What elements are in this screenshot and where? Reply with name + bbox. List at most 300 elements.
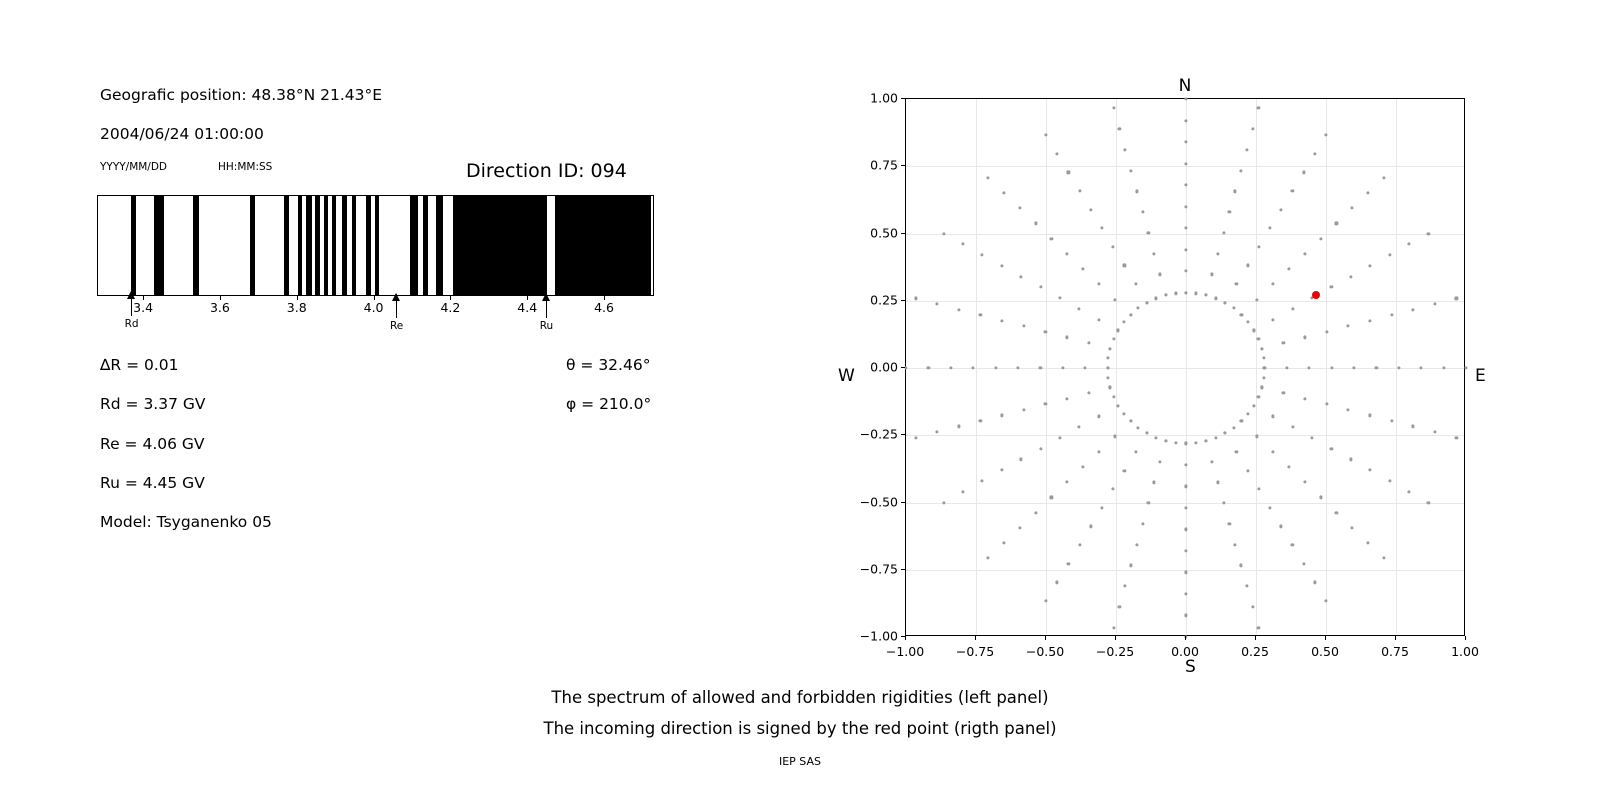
- direction-id-label: Direction ID: 094: [466, 160, 627, 182]
- direction-dot: [981, 253, 984, 256]
- direction-dot: [1302, 562, 1305, 565]
- gridline-horizontal: [906, 301, 1464, 302]
- direction-dot: [942, 232, 945, 235]
- direction-dot: [1117, 329, 1120, 332]
- direction-dot: [1427, 232, 1430, 235]
- direction-dot: [1263, 366, 1266, 369]
- direction-dot: [927, 366, 930, 369]
- direction-dot: [986, 557, 989, 560]
- direction-dot: [1039, 447, 1042, 450]
- footer-label: IEP SAS: [778, 755, 822, 768]
- direction-dot: [1303, 481, 1306, 484]
- y-axis-tick: [901, 300, 905, 301]
- direction-dot: [1184, 614, 1187, 617]
- direction-dot: [1303, 336, 1306, 339]
- incoming-direction-point[interactable]: [1312, 291, 1320, 299]
- direction-dot: [1002, 541, 1005, 544]
- direction-dot: [1272, 283, 1275, 286]
- forbidden-band: [352, 196, 357, 295]
- direction-dot: [1184, 592, 1187, 595]
- direction-dot: [1084, 366, 1087, 369]
- forbidden-band: [131, 196, 137, 295]
- direction-dot: [1122, 412, 1125, 415]
- direction-dot: [1184, 119, 1187, 122]
- direction-dot: [1369, 264, 1372, 267]
- direction-dot: [1455, 436, 1458, 439]
- direction-dot: [1257, 395, 1260, 398]
- direction-dot: [1184, 248, 1187, 251]
- direction-dot: [1228, 522, 1231, 525]
- direction-dot: [1375, 366, 1378, 369]
- forbidden-band: [324, 196, 328, 295]
- x-axis-tick-label: 0.00: [1171, 644, 1199, 659]
- direction-dot: [1184, 485, 1187, 488]
- direction-dot: [1303, 397, 1306, 400]
- direction-dot: [1022, 408, 1025, 411]
- direction-dot: [1352, 366, 1355, 369]
- direction-dot: [1135, 190, 1138, 193]
- direction-dot: [1268, 506, 1271, 509]
- direction-dot: [1087, 391, 1090, 394]
- direction-dot: [1106, 366, 1109, 369]
- stat-re: Re = 4.06 GV: [100, 435, 205, 453]
- direction-dot: [1141, 211, 1144, 214]
- direction-dot: [1251, 605, 1254, 608]
- x-axis-tick: [1045, 636, 1046, 640]
- x-axis-tick: [1465, 636, 1466, 640]
- direction-dot: [994, 366, 997, 369]
- stat-delta-r: ∆R = 0.01: [100, 356, 179, 374]
- direction-dot: [1039, 366, 1042, 369]
- direction-dot: [1433, 302, 1436, 305]
- direction-dot: [1252, 404, 1255, 407]
- direction-dot: [1184, 270, 1187, 273]
- direction-dot: [1184, 528, 1187, 531]
- direction-dot: [1184, 549, 1187, 552]
- direction-dot: [1118, 605, 1121, 608]
- direction-dot: [1240, 420, 1243, 423]
- direction-dot: [972, 366, 975, 369]
- direction-dot: [1000, 469, 1003, 472]
- direction-dot: [1234, 543, 1237, 546]
- direction-dot: [1280, 208, 1283, 211]
- caption-line-2: The incoming direction is signed by the red point (rigth panel): [543, 719, 1057, 738]
- y-axis-tick-label: 0.50: [870, 225, 898, 240]
- direction-dot: [1097, 283, 1100, 286]
- direction-dot: [1347, 408, 1350, 411]
- sky-map-panel: [820, 50, 1520, 677]
- direction-dot: [1065, 336, 1068, 339]
- direction-dot: [1251, 127, 1254, 130]
- direction-dot: [914, 436, 917, 439]
- arrow-up-icon: [546, 294, 547, 318]
- direction-dot: [1291, 426, 1294, 429]
- x-axis-tick-label: −1.00: [885, 644, 925, 659]
- axis-tick-label: 3.4: [133, 300, 154, 315]
- forbidden-band: [453, 196, 547, 295]
- direction-dot: [1287, 465, 1290, 468]
- direction-dot: [1056, 152, 1059, 155]
- y-axis-tick: [901, 165, 905, 166]
- direction-dot: [1118, 127, 1121, 130]
- forbidden-band: [342, 196, 347, 295]
- axis-tick-label: 4.0: [363, 300, 384, 315]
- forbidden-band: [375, 196, 380, 295]
- direction-dot: [949, 366, 952, 369]
- direction-dot: [1367, 191, 1370, 194]
- direction-dot: [1291, 189, 1294, 192]
- forbidden-band: [366, 196, 371, 295]
- direction-dot: [1234, 190, 1237, 193]
- direction-dot: [1272, 318, 1275, 321]
- datetime-label: 2004/06/24 01:00:00: [100, 125, 264, 143]
- direction-dot: [1061, 366, 1064, 369]
- direction-dot: [1407, 243, 1410, 246]
- x-axis-tick-label: −0.50: [1025, 644, 1065, 659]
- direction-dot: [1210, 460, 1213, 463]
- direction-dot: [979, 313, 982, 316]
- direction-dot: [1112, 338, 1115, 341]
- direction-dot: [1235, 283, 1238, 286]
- direction-dot: [1291, 543, 1294, 546]
- gridline-vertical: [1046, 99, 1047, 635]
- geographic-position-label: Geografic position: 48.38°N 21.43°E: [100, 86, 383, 104]
- forbidden-band: [284, 196, 289, 295]
- direction-dot: [1257, 245, 1260, 248]
- direction-dot: [961, 243, 964, 246]
- direction-dot: [1097, 318, 1100, 321]
- direction-dot: [1184, 227, 1187, 230]
- direction-dot: [1020, 275, 1023, 278]
- direction-dot: [1154, 297, 1157, 300]
- direction-dot: [1407, 490, 1410, 493]
- axis-tick-label: 3.6: [209, 300, 230, 315]
- spectrum-plot: [97, 195, 654, 296]
- direction-dot: [1280, 525, 1283, 528]
- direction-dot: [1154, 436, 1157, 439]
- direction-dot: [1174, 292, 1177, 295]
- direction-dot: [1325, 330, 1328, 333]
- direction-dot: [1184, 442, 1187, 445]
- direction-dot: [1089, 525, 1092, 528]
- direction-dot: [1210, 273, 1213, 276]
- direction-dot: [1368, 414, 1371, 417]
- direction-dot: [1109, 347, 1112, 350]
- direction-dot: [1112, 245, 1115, 248]
- direction-dot: [1285, 366, 1288, 369]
- direction-dot: [1089, 208, 1092, 211]
- direction-dot: [1058, 436, 1061, 439]
- direction-dot: [1330, 447, 1333, 450]
- direction-dot: [1351, 207, 1354, 210]
- direction-dot: [1216, 252, 1219, 255]
- direction-dot: [914, 297, 917, 300]
- gridline-vertical: [1256, 99, 1257, 635]
- direction-dot: [1153, 481, 1156, 484]
- gridline-horizontal: [906, 234, 1464, 235]
- direction-dot: [1184, 140, 1187, 143]
- x-axis-tick-label: −0.75: [955, 644, 995, 659]
- y-axis-tick-label: 0.25: [870, 292, 898, 308]
- x-axis-tick: [1115, 636, 1116, 640]
- date-format-hint: YYYY/MM/DD: [100, 161, 168, 173]
- axis-tick-label: 3.8: [286, 300, 307, 315]
- direction-dot: [1145, 301, 1148, 304]
- direction-dot: [1260, 386, 1263, 389]
- direction-dot: [1081, 267, 1084, 270]
- direction-dot: [1368, 319, 1371, 322]
- y-axis-tick: [901, 569, 905, 570]
- direction-dot: [1256, 435, 1259, 438]
- direction-dot: [957, 308, 960, 311]
- direction-dot: [1122, 321, 1125, 324]
- direction-dot: [1246, 469, 1249, 472]
- direction-dot: [1124, 585, 1127, 588]
- direction-dot: [1184, 97, 1187, 100]
- direction-dot: [1247, 321, 1250, 324]
- direction-dot: [1324, 599, 1327, 602]
- x-axis-tick: [905, 636, 906, 640]
- direction-dot: [1158, 460, 1161, 463]
- direction-dot: [1349, 458, 1352, 461]
- direction-dot: [981, 479, 984, 482]
- direction-dot: [1018, 207, 1021, 210]
- forbidden-band: [332, 196, 337, 295]
- direction-dot: [1034, 511, 1037, 514]
- stat-ru: Ru = 4.45 GV: [100, 474, 205, 492]
- x-axis-tick: [1255, 636, 1256, 640]
- direction-dot: [1195, 292, 1198, 295]
- direction-dot: [1367, 541, 1370, 544]
- x-axis-tick-label: 1.00: [1451, 644, 1479, 659]
- axis-tick-label: 4.4: [517, 300, 538, 315]
- direction-dot: [1100, 506, 1103, 509]
- direction-dot: [1282, 391, 1285, 394]
- direction-dot: [1247, 412, 1250, 415]
- gridline-vertical: [976, 99, 977, 635]
- forbidden-band: [410, 196, 417, 295]
- direction-dot: [1420, 366, 1423, 369]
- direction-dot: [1214, 436, 1217, 439]
- x-axis-tick-label: 0.50: [1311, 644, 1339, 659]
- direction-dot: [1351, 526, 1354, 529]
- forbidden-band: [298, 196, 303, 295]
- direction-dot: [1107, 357, 1110, 360]
- direction-dot: [1107, 376, 1110, 379]
- direction-dot: [1262, 376, 1265, 379]
- direction-dot: [1044, 133, 1047, 136]
- direction-dot: [1018, 526, 1021, 529]
- direction-dot: [1000, 319, 1003, 322]
- direction-dot: [1245, 585, 1248, 588]
- y-axis-tick-label: −0.50: [859, 494, 898, 509]
- direction-dot: [1319, 496, 1322, 499]
- direction-dot: [1324, 133, 1327, 136]
- direction-dot: [1164, 294, 1167, 297]
- forbidden-band: [306, 196, 311, 295]
- forbidden-band: [555, 196, 651, 295]
- direction-dot: [1184, 162, 1187, 165]
- marker-label: Re: [389, 320, 404, 332]
- direction-dot: [1135, 543, 1138, 546]
- direction-dot: [1067, 171, 1070, 174]
- gridline-vertical: [1116, 99, 1117, 635]
- direction-dot: [1078, 189, 1081, 192]
- sky-map-plot-area: [905, 98, 1465, 636]
- direction-dot: [1129, 564, 1132, 567]
- direction-dot: [1097, 415, 1100, 418]
- direction-dot: [1147, 502, 1150, 505]
- direction-dot: [1235, 450, 1238, 453]
- y-axis-tick-label: −1.00: [859, 628, 898, 644]
- gridline-vertical: [1326, 99, 1327, 635]
- direction-dot: [1257, 626, 1260, 629]
- direction-dot: [1388, 253, 1391, 256]
- direction-dot: [1205, 294, 1208, 297]
- direction-dot: [1455, 297, 1458, 300]
- direction-dot: [1174, 441, 1177, 444]
- y-axis-tick: [901, 233, 905, 234]
- forbidden-band: [250, 196, 256, 295]
- direction-dot: [1078, 307, 1081, 310]
- direction-dot: [1123, 264, 1126, 267]
- spectrum-marker-re: [377, 294, 417, 332]
- x-axis-tick-label: 0.75: [1381, 644, 1409, 659]
- direction-dot: [1112, 488, 1115, 491]
- x-axis-tick: [1325, 636, 1326, 640]
- x-axis-tick-label: 0.25: [1241, 644, 1269, 659]
- direction-dot: [1252, 329, 1255, 332]
- direction-dot: [1158, 273, 1161, 276]
- compass-north-label: N: [1178, 76, 1192, 96]
- y-axis-tick-label: −0.75: [859, 561, 898, 577]
- direction-dot: [1081, 465, 1084, 468]
- direction-dot: [1232, 307, 1235, 310]
- direction-dot: [1335, 222, 1338, 225]
- direction-dot: [1245, 148, 1248, 151]
- direction-dot: [979, 419, 982, 422]
- arrow-up-icon: [131, 292, 132, 316]
- direction-dot: [1325, 403, 1328, 406]
- direction-dot: [1427, 501, 1430, 504]
- direction-dot: [1137, 426, 1140, 429]
- direction-dot: [1050, 496, 1053, 499]
- x-axis-tick: [975, 636, 976, 640]
- direction-dot: [1137, 307, 1140, 310]
- stat-rd: Rd = 3.37 GV: [100, 395, 206, 413]
- direction-dot: [1184, 205, 1187, 208]
- direction-dot: [1134, 450, 1137, 453]
- x-axis-tick: [1185, 636, 1186, 640]
- direction-dot: [1303, 252, 1306, 255]
- axis-tick-label: 4.2: [440, 300, 461, 315]
- direction-dot: [1129, 420, 1132, 423]
- y-axis-tick-label: −0.25: [859, 426, 898, 442]
- direction-dot: [1257, 488, 1260, 491]
- direction-dot: [1117, 404, 1120, 407]
- rigidity-spectrum-panel: [0, 0, 760, 680]
- direction-dot: [1184, 463, 1187, 466]
- compass-east-label: E: [1475, 366, 1486, 386]
- direction-dot: [986, 176, 989, 179]
- y-axis-tick: [901, 434, 905, 435]
- direction-dot: [1195, 441, 1198, 444]
- direction-dot: [1034, 222, 1037, 225]
- direction-dot: [1066, 252, 1069, 255]
- direction-dot: [1330, 366, 1333, 369]
- direction-dot: [1268, 227, 1271, 230]
- direction-dot: [1002, 191, 1005, 194]
- direction-dot: [1433, 430, 1436, 433]
- direction-dot: [961, 490, 964, 493]
- direction-dot: [1058, 296, 1061, 299]
- direction-dot: [936, 430, 939, 433]
- direction-dot: [1302, 171, 1305, 174]
- stat-model: Model: Tsyganenko 05: [100, 513, 272, 531]
- time-format-hint: HH:MM:SS: [218, 161, 273, 173]
- spectrum-marker-rd: [112, 292, 152, 330]
- compass-south-label: S: [1185, 657, 1196, 677]
- direction-dot: [1184, 183, 1187, 186]
- direction-dot: [1153, 252, 1156, 255]
- direction-dot: [1260, 347, 1263, 350]
- gridline-horizontal: [906, 166, 1464, 167]
- direction-dot: [1134, 283, 1137, 286]
- direction-dot: [1066, 481, 1069, 484]
- direction-dot: [1087, 341, 1090, 344]
- direction-dot: [1123, 469, 1126, 472]
- direction-dot: [1020, 458, 1023, 461]
- stat-theta: θ = 32.46°: [566, 356, 651, 374]
- direction-dot: [1205, 439, 1208, 442]
- direction-dot: [1222, 502, 1225, 505]
- forbidden-band: [315, 196, 320, 295]
- direction-dot: [1124, 148, 1127, 151]
- direction-dot: [1412, 425, 1415, 428]
- direction-dot: [1039, 286, 1042, 289]
- compass-west-label: W: [838, 366, 855, 386]
- direction-dot: [1347, 325, 1350, 328]
- direction-dot: [1287, 267, 1290, 270]
- gridline-horizontal: [906, 435, 1464, 436]
- direction-dot: [1056, 581, 1059, 584]
- direction-dot: [1388, 479, 1391, 482]
- y-axis-tick-label: 0.00: [870, 359, 898, 375]
- direction-dot: [1464, 366, 1467, 369]
- direction-dot: [1272, 450, 1275, 453]
- arrow-up-icon: [396, 294, 397, 318]
- direction-dot: [1390, 419, 1393, 422]
- direction-dot: [1184, 571, 1187, 574]
- direction-dot: [1184, 291, 1187, 294]
- direction-dot: [1065, 397, 1068, 400]
- direction-dot: [1382, 176, 1385, 179]
- direction-dot: [1216, 481, 1219, 484]
- y-axis-tick-label: 0.75: [870, 157, 898, 173]
- y-axis-tick-label: 1.00: [870, 90, 898, 106]
- marker-label: Ru: [539, 320, 554, 332]
- direction-dot: [1239, 169, 1242, 172]
- forbidden-band: [193, 196, 199, 295]
- direction-dot: [1390, 313, 1393, 316]
- direction-dot: [1078, 426, 1081, 429]
- stat-phi: φ = 210.0°: [566, 395, 652, 413]
- direction-dot: [1442, 366, 1445, 369]
- direction-dot: [1246, 264, 1249, 267]
- direction-dot: [1262, 357, 1265, 360]
- gridline-vertical: [1186, 99, 1187, 635]
- direction-dot: [1184, 506, 1187, 509]
